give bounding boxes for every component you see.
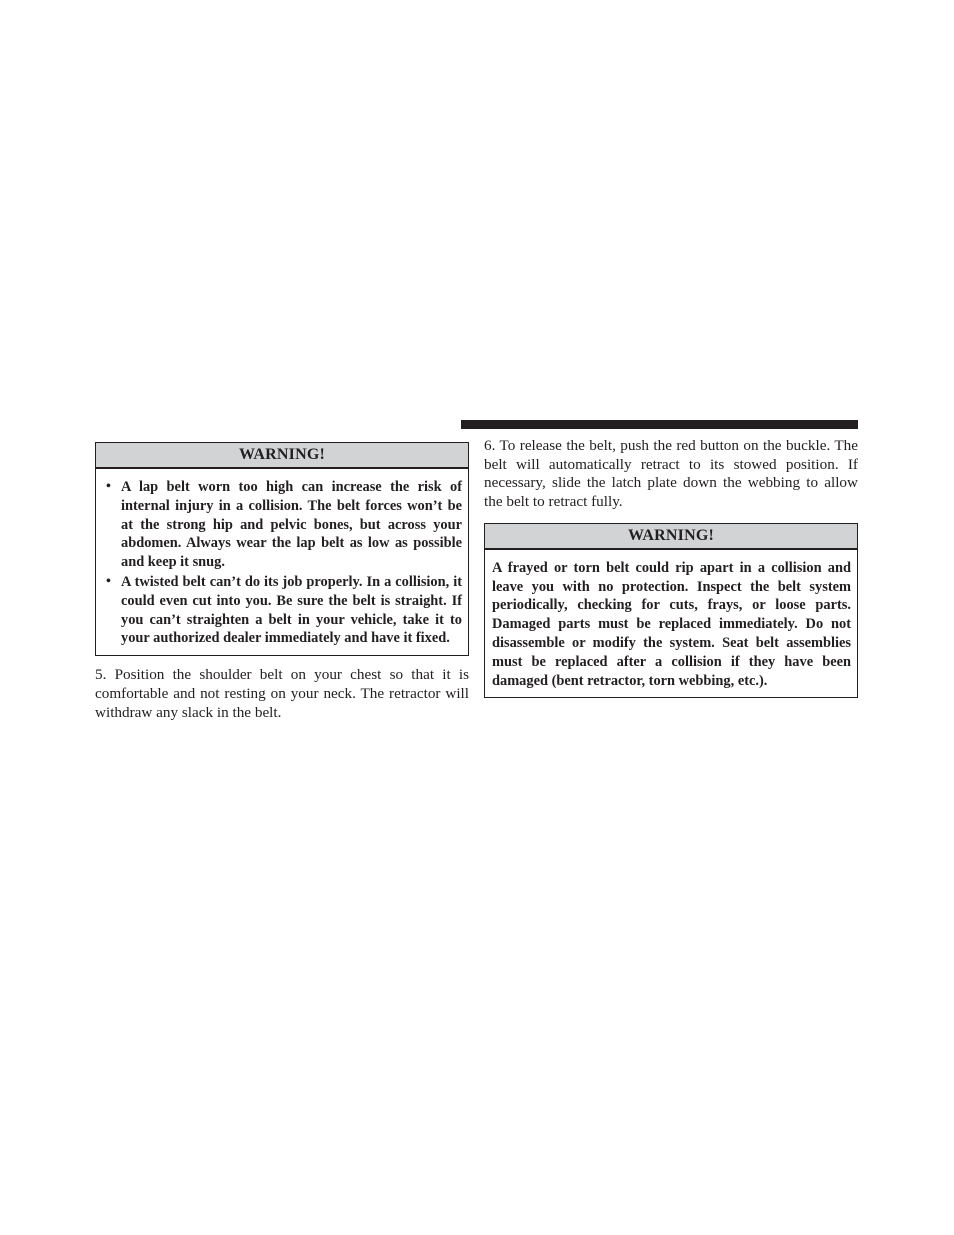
warning-bullet-text: A lap belt worn too high can increase the risk of internal injury in a collision. The belt forces won’t be at the strong hip and pelvic bones, but across your abdomen. Always wear the lap belt as low as possible and keep it snug.: [121, 479, 462, 571]
bullet-icon: •: [106, 573, 111, 589]
step-5-paragraph: 5. Position the shoulder belt on your chest so that it is comfortable and not resting on your neck. The retractor will withdraw any slack in the belt.: [95, 666, 469, 721]
warning-bullet-item: [106, 478, 462, 572]
warning-title: WARNING!: [96, 443, 468, 469]
frayed-belt-warning-box: [484, 523, 858, 699]
step-6-paragraph: 6. To release the belt, push the red button on the buckle. The belt will automatically retract to its stowed position. If necessary, slide the latch plate down the webbing to allow the belt to retract fully.: [484, 437, 858, 511]
warning-body: [96, 469, 468, 655]
warning-bullet-item: [106, 573, 462, 648]
right-column: [484, 437, 858, 698]
warning-bullet-text: A twisted belt can’t do its job properly. In a collision, it could even cut into you. Be sure the belt is straight. If you can’t straighten a belt in your vehicle, take it to your authorized dealer immediately and have it fixed.: [121, 573, 462, 647]
warning-title: WARNING!: [485, 524, 857, 550]
warning-text: A frayed or torn belt could rip apart in a collision and leave you with no protection. Inspect the belt system periodically, checking for cuts, frays, or loose parts. Damaged parts must be replaced immediately. Do not disassemble or modify the system. Seat belt assemblies must be replaced after a collision if they have been damaged (bent retractor, torn webbing, etc.).: [492, 559, 851, 689]
section-top-rule: [461, 420, 858, 429]
left-column: [95, 442, 469, 737]
lap-belt-warning-box: [95, 442, 469, 656]
bullet-icon: •: [106, 479, 111, 494]
